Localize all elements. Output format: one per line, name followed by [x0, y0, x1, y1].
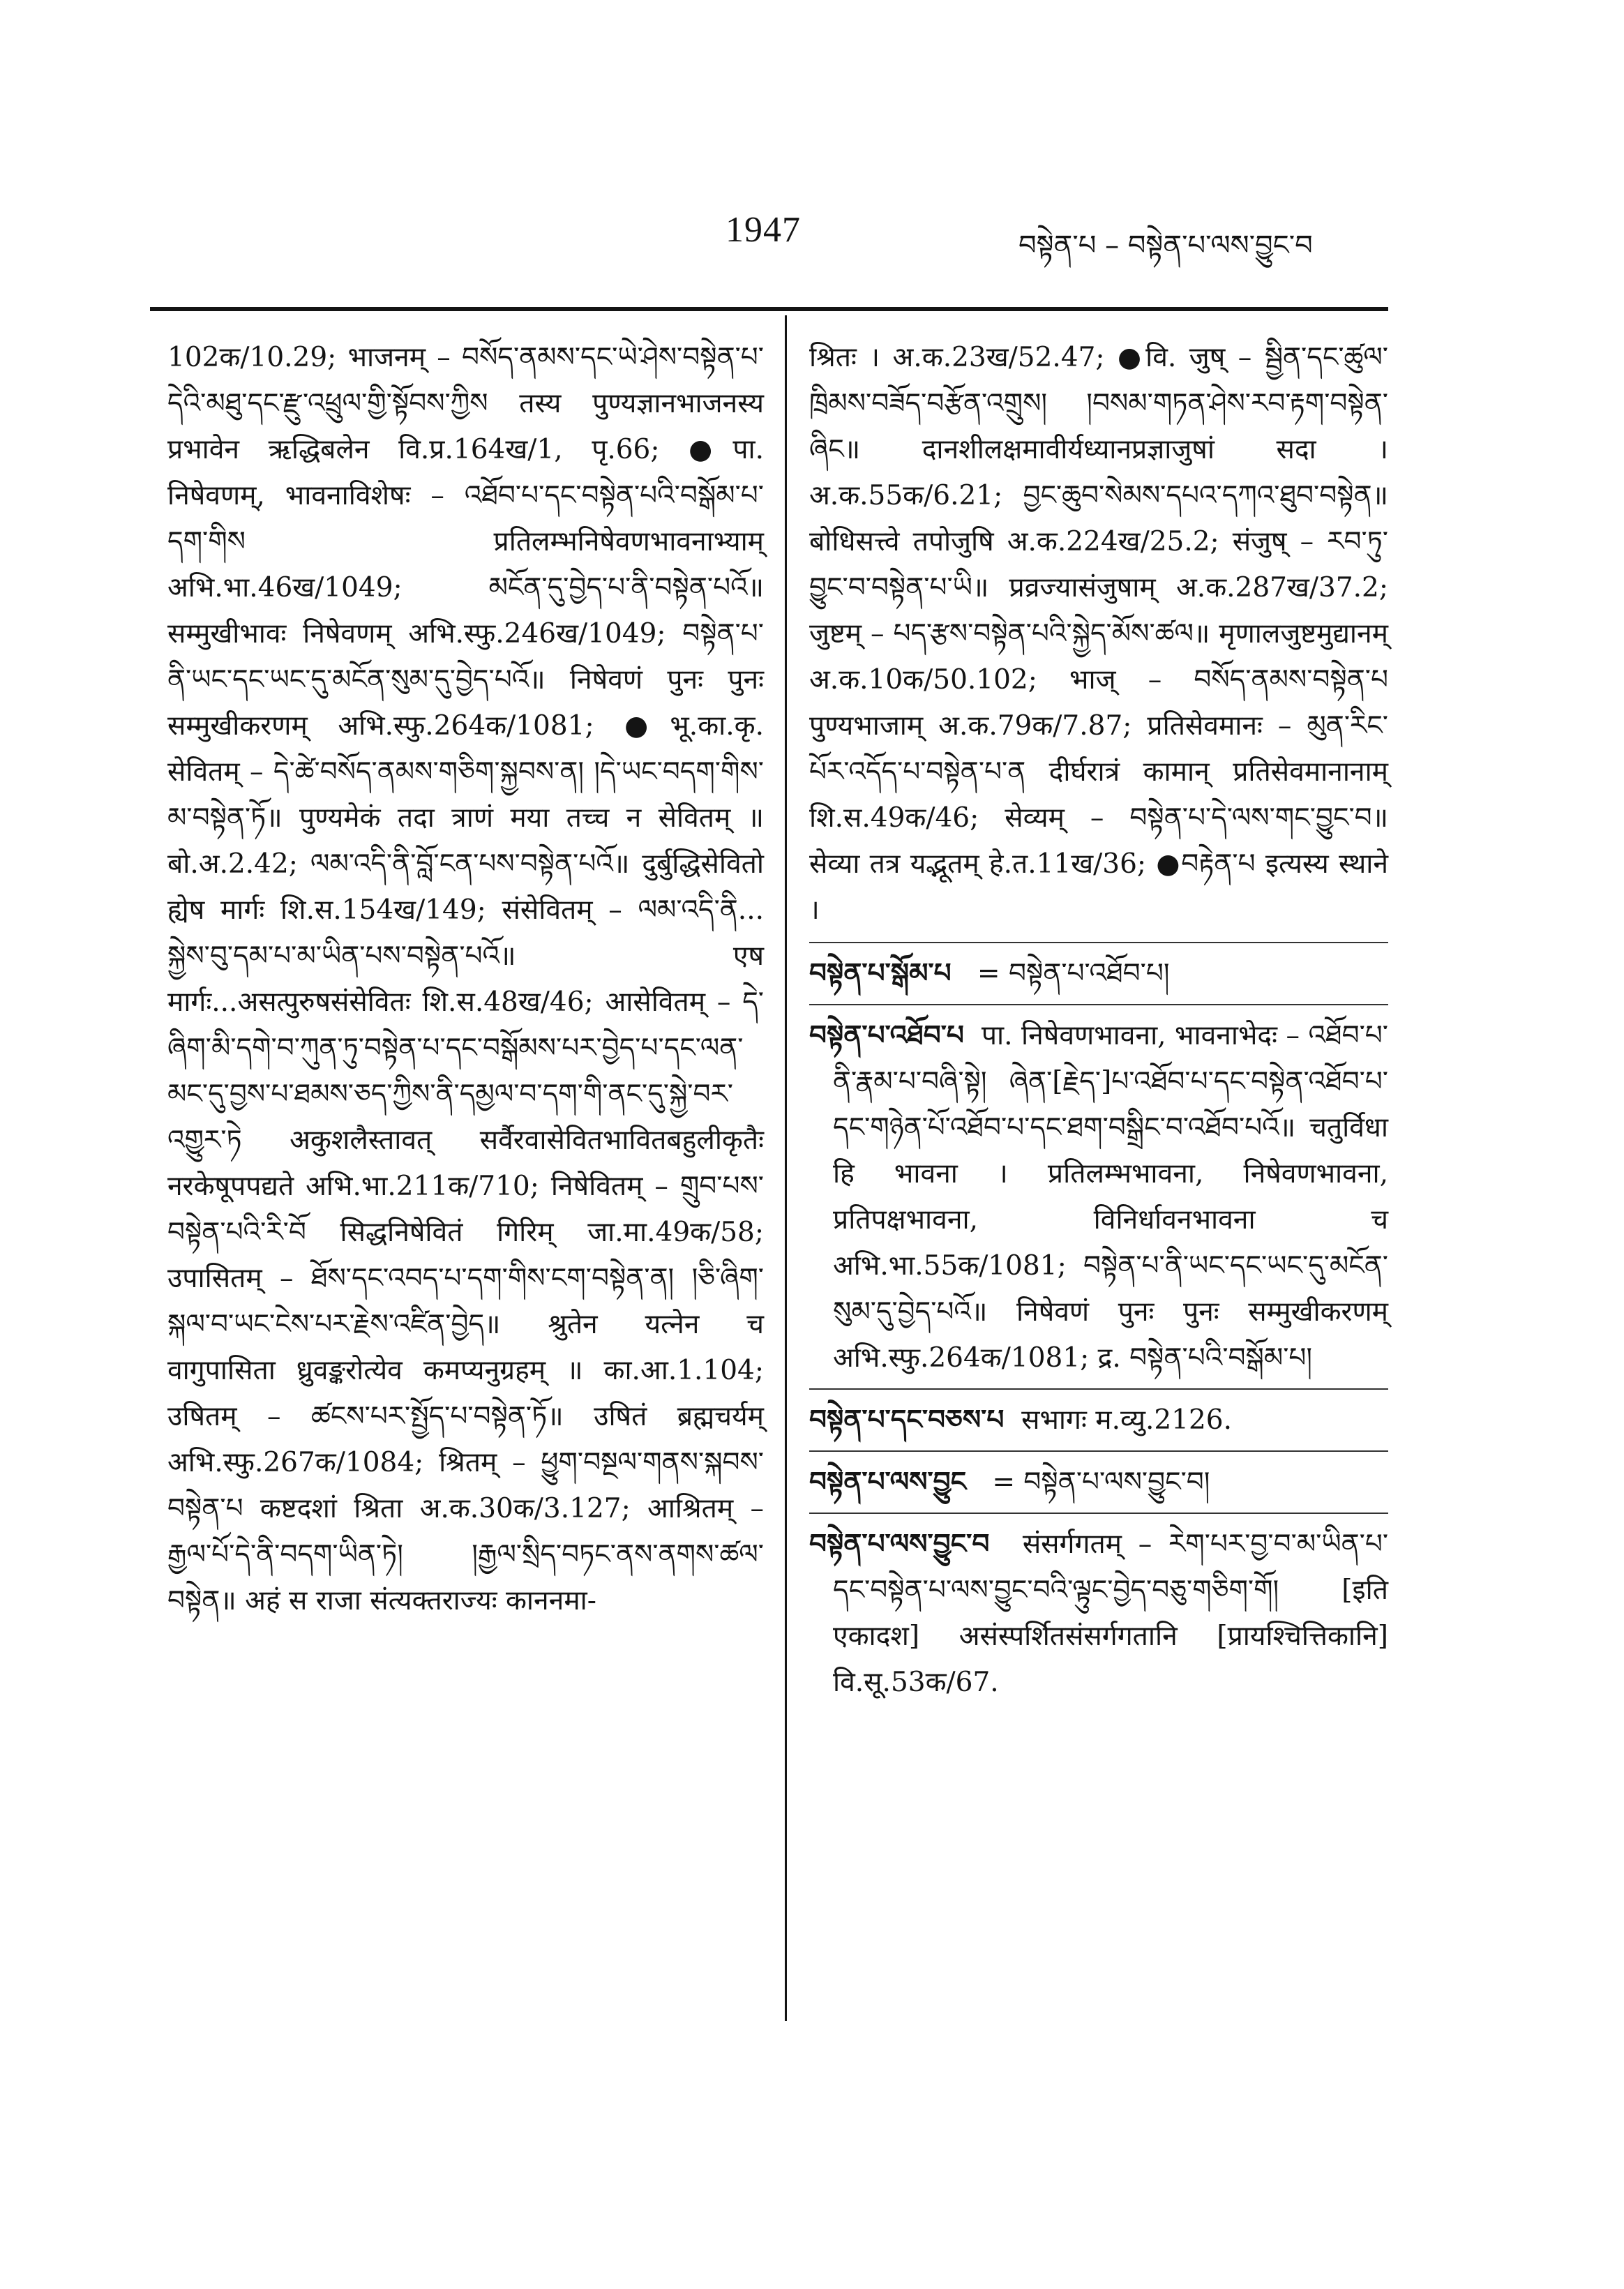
entry-headword: བསྟེན་པ་ལས་བྱུང་བ	[809, 1528, 990, 1560]
dictionary-entry	[809, 1450, 1388, 1513]
left-column	[167, 335, 764, 1624]
entry-headword: བསྟེན་པ་སྒོམ་པ	[809, 957, 952, 989]
left-column-text: 102क/10.29; भाजनम् – བསོད་ནམས་དང་ཡེ་ཤེས་བསྟེན་པ་དེའི་མཐུ་དང་རྫུ་འཕྲུལ་གྱི་སྟོབས་ཀྱིས तस्य पुण्यज्ञानभाजनस्य प्रभावेन ऋद्धिबलेन वि.प्र.164ख/1, पृ.66; ●पा. निषेवणम्, भावनाविशेषः – འཐོབ་པ་དང་བསྟེན་པའི་བསྒོམ་པ་དག་གིས प्रतिलम्भनिषेवणभावनाभ्याम् अभि.भा.46ख/1049; མངོན་དུ་བྱེད་པ་ནི་བསྟེན་པའོ॥ सम्मुखीभावः निषेवणम् अभि.स्फु.246ख/1049; བསྟེན་པ་ནི་ཡང་དང་ཡང་དུ་མངོན་སུམ་དུ་བྱེད་པའོ॥ निषेवणं पुनः पुनः सम्मुखीकरणम् अभि.स्फु.264क/1081; ●भू.का.कृ. सेवितम् – དེ་ཚེ་བསོད་ནམས་གཅིག་སྐྱབས་ན། །དེ་ཡང་བདག་གིས་མ་བསྟེན་ཏོ॥ पुण्यमेकं तदा त्राणं मया तच्च न सेवितम् ॥ बो.अ.2.42; ལམ་འདི་ནི་བློ་ངན་པས་བསྟེན་པའོ॥ दुर्बुद्धिसेवितो ह्येष मार्गः शि.स.154ख/149; संसेवितम् – ལམ་འདི་ནི... སྐྱེས་བུ་དམ་པ་མ་ཡིན་པས་བསྟེན་པའོ॥ एष मार्गः...असत्पुरुषसंसेवितः शि.स.48ख/46; आसेवितम् – དེ་ཞིག་མི་དགེ་བ་ཀུན་ཏུ་བསྟེན་པ་དང་བསྒོམས་པར་བྱེད་པ་དང་ལན་མང་དུ་བྱས་པ་ཐམས་ཅད་ཀྱིས་ནི་དམྱལ་བ་དག་གི་ནང་དུ་སྐྱེ་བར་འགྱུར་ཏེ अकुशलैस्तावत् सर्वैरवासेवितभावितबहुलीकृतैः नरकेषूपपद्यते अभि.भा.211क/710; निषेवितम् – གྲུབ་པས་བསྟེན་པའི་རི་བོ सिद्धनिषेवितं गिरिम् जा.मा.49क/58; उपासितम् – ཐོས་དང་འབད་པ་དག་གིས་ངག་བསྟེན་ན། །ཅི་ཞིག་སྐལ་བ་ཡང་ངེས་པར་རྗེས་འཛིན་བྱེད॥ श्रुतेन यत्नेन च वागुपासिता ध्रुवङ्करोत्येव कमप्यनुग्रहम् ॥ का.आ.1.104; उषितम् – ཚངས་པར་སྤྱོད་པ་བསྟེན་ཏོ॥ उषितं ब्रह्मचर्यम् अभि.स्फु.267क/1084; श्रितम् – ཕྱུག་བསྔལ་གནས་སྐབས་བསྟེན་པ कष्टदशां श्रिता अ.क.30क/3.127; आश्रितम् – རྒྱལ་པོ་དེ་ནི་བདག་ཡིན་ཏེ། །རྒྱལ་སྲིད་བཏང་ནས་ནགས་ཚལ་བསྟེན॥ अहं स राजा संत्यक्तराज्यः काननमा-	[167, 342, 764, 1616]
entry-headword: བསྟེན་པ་དང་བཅས་པ	[809, 1404, 1005, 1436]
entry-body: = བསྟེན་པ་འཐོབ་པ།	[977, 958, 1170, 989]
entry-headword: བསྟེན་པ་འཐོབ་པ	[809, 1019, 964, 1051]
entry-body: संसर्गगतम् – རེག་པར་བྱ་བ་མ་ཡིན་པ་དང་བསྟེན་པ་ལས་བྱུང་བའི་ལྟུང་བྱེད་བཅུ་གཅིག་གོ། [इति एकादश] असंस्पर्शितसंसर्गगतानि [प्रायश्चित्तिकानि] वि.सू.53क/67.	[833, 1529, 1389, 1698]
page-number: 1947	[725, 210, 801, 250]
dictionary-entry	[809, 1388, 1388, 1450]
entry-body: पा. निषेवणभावना, भावनाभेदः – འཐོབ་པ་ནི་རྣམ་པ་བཞི་སྟེ། ཞེན་[རྗེད་]པ་འཐོབ་པ་དང་བསྟེན་འཐོབ་པ་དང་གཉེན་པོ་འཐོབ་པ་དང་ཐག་བསྒྲིང་བ་འཐོབ་པའོ॥ चतुर्विधा हि भावना । प्रतिलम्भभावना, निषेवणभावना, प्रतिपक्षभावना, विनिर्धावनभावना च अभि.भा.55क/1081; བསྟེན་པ་ནི་ཡང་དང་ཡང་དུ་མངོན་སུམ་དུ་བྱེད་པའོ॥ निषेवणं पुनः पुनः सम्मुखीकरणम् अभि.स्फु.264क/1081; द्र. བསྟེན་པའི་བསྒོམ་པ།	[833, 1020, 1388, 1374]
column-divider	[785, 315, 787, 2021]
entry-body: सभागः म.व्यु.2126.	[1021, 1404, 1232, 1436]
right-column	[809, 335, 1388, 1713]
entry-body: = བསྟེན་པ་ལས་བྱུང་བ།	[992, 1466, 1210, 1498]
header-rule	[150, 307, 1388, 311]
dictionary-entry	[809, 1513, 1388, 1713]
dictionary-entry	[809, 1004, 1388, 1388]
right-column-continuation: श्रितः । अ.क.23ख/52.47; ●वि. जुष् – སྦྱིན་དང་ཚུལ་ཁྲིམས་བཟོད་བརྩོན་འགྲུས། །བསམ་གཏན་ཤེས་རབ་རྟག་བསྟེན་ཞིང॥ दानशीलक्षमावीर्यध्यानप्रज्ञाजुषां सदा । अ.क.55क/6.21; བྱང་ཆུབ་སེམས་དཔའ་དཀའ་ཐུབ་བསྟེན॥ बोधिसत्त्वे तपोजुषि अ.क.224ख/25.2; संजुष् – རབ་ཏུ་བྱུང་བ་བསྟེན་པ་ཡི॥ प्रव्रज्यासंजुषाम् अ.क.287ख/37.2; जुष्टम् – པད་རྩས་བསྟེན་པའི་སྐྱེད་མོས་ཚལ॥ मृणालजुष्टमुद्यानम् अ.क.10क/50.102; भाज् – བསོད་ནམས་བསྟེན་པ पुण्यभाजाम् अ.क.79क/7.87; प्रतिसेवमानः – མུན་རིང་པོར་འདོད་པ་བསྟེན་པ་ན दीर्घरात्रं कामान् प्रतिसेवमानानाम् शि.स.49क/46; सेव्यम् – བསྟེན་པ་དེ་ལས་གང་བྱུང་བ॥ सेव्या तत्र यद्भूतम् हे.त.11ख/36; ●བརྟེན་པ इत्यस्य स्थाने ।	[809, 342, 1388, 926]
dictionary-entry	[809, 942, 1388, 1004]
running-head: བསྟེན་པ – བསྟེན་པ་ལས་བྱུང་བ	[1018, 230, 1313, 262]
entry-headword: བསྟེན་པ་ལས་བྱུང	[809, 1466, 967, 1498]
